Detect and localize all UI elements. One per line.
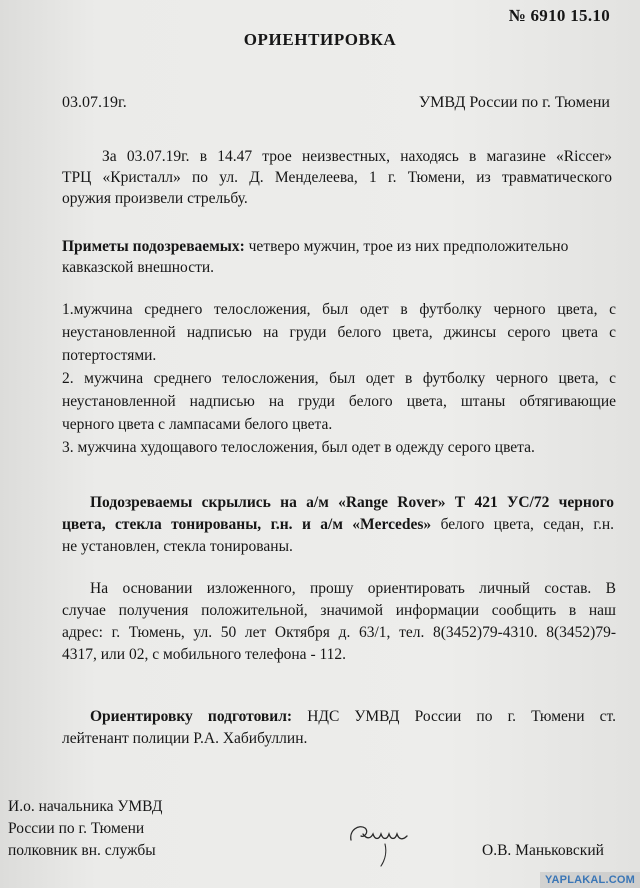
suspect-line: 3. мужчина худощавого телосложения, был одет в одежду серого цвета. <box>62 439 535 456</box>
signs-text: четверо мужчин, трое из них предположительно <box>244 238 569 255</box>
signatory-title-line: России по г. Тюмени <box>8 820 145 837</box>
request-line: На основании изложенного, прошу ориентировать личный состав. В <box>90 580 616 597</box>
suspect-line: 1.мужчина среднего телосложения, был одет в футболку черного цвета, с <box>62 301 616 318</box>
incident-line: За 03.07.19г. в 14.47 трое неизвестных, находясь в магазине «Riccer» <box>102 148 612 165</box>
escape-line-bold: цвета, стекла тонированы, г.н. и а/м «Mercedes» <box>62 516 432 533</box>
suspect-line: неустановленной надписью на груди белого цвета, штаны обтягивающие <box>62 393 616 410</box>
suspects-list <box>62 298 616 459</box>
incident-paragraph <box>62 146 612 209</box>
suspect-line: 2. мужчина среднего телосложения, был одет в футболку черного цвета, с <box>62 370 616 387</box>
suspect-line: черного цвета с лампасами белого цвета. <box>62 416 333 433</box>
signatory-title <box>8 796 162 862</box>
incident-line: оружия произвели стрельбу. <box>62 190 248 207</box>
signs-label: Приметы подозреваемых: <box>62 238 245 255</box>
prepared-by-paragraph <box>62 706 616 750</box>
signatory-name: О.В. Маньковский <box>482 842 604 859</box>
document-date: 03.07.19г. <box>62 94 127 111</box>
signatory-title-line: И.о. начальника УМВД <box>8 798 163 815</box>
request-line: адрес: г. Тюмень, ул. 50 лет Октября д. 63/1, тел. 8(3452)79-4310. 8(3452)79- <box>62 624 616 641</box>
request-line: 4317, или 02, с мобильного телефона - 112. <box>62 646 347 663</box>
site-watermark: YAPLAKAL.COM <box>540 872 640 888</box>
prepared-label: Ориентировку подготовил: <box>90 708 293 725</box>
document-title: ОРИЕНТИРОВКА <box>243 30 397 49</box>
incident-line: ТРЦ «Кристалл» по ул. Д. Менделеева, 1 г. Тюмени, из травматического <box>62 169 612 186</box>
prepared-text: лейтенант полиции Р.А. Хабибуллин. <box>62 730 308 747</box>
prepared-text: НДС УМВД России по г. Тюмени ст. <box>292 708 616 725</box>
handwritten-signature <box>345 814 425 870</box>
signs-text: кавказской внешности. <box>62 259 215 276</box>
issuing-organization: УМВД России по г. Тюмени <box>418 94 610 111</box>
suspect-line: потертостями. <box>62 347 157 364</box>
document-number: № 6910 15.10 <box>508 6 610 25</box>
request-paragraph <box>62 578 616 666</box>
signatory-title-line: полковник вн. службы <box>8 842 156 859</box>
suspect-line: неустановленной надписью на груди белого цвета, джинсы серого цвета с <box>62 324 616 341</box>
suspect-signs-paragraph <box>62 236 614 278</box>
escape-line: Подозреваемы скрылись на а/м «Range Rover» Т 421 УС/72 черного <box>90 494 614 511</box>
escape-line: белого цвета, седан, г.н. <box>431 516 614 533</box>
request-line: случае получения положительной, значимой информации сообщить в наш <box>62 602 616 619</box>
escape-paragraph <box>62 492 614 558</box>
escape-line: не установлен, стекла тонированы. <box>62 538 293 555</box>
